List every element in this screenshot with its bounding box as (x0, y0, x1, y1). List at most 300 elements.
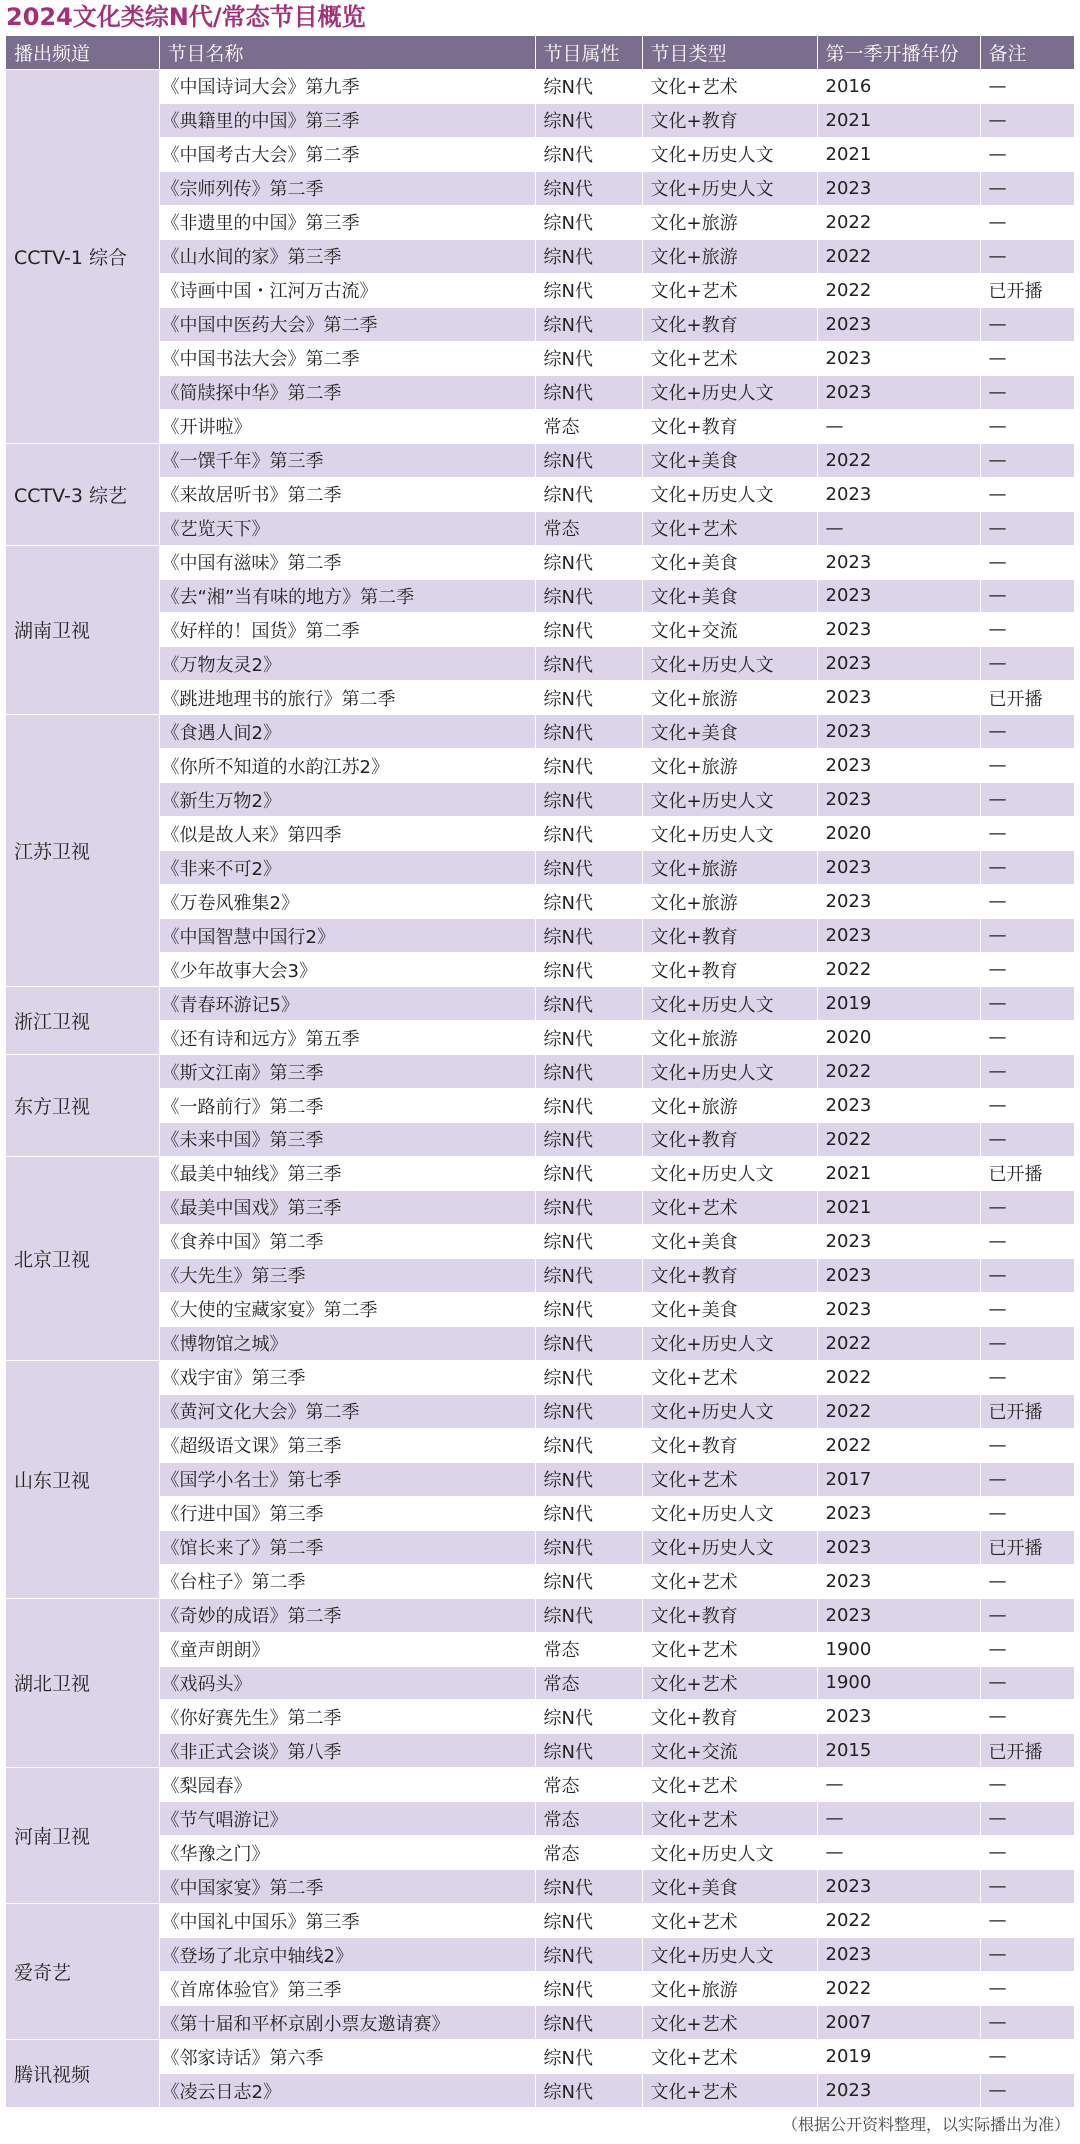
program-type: 文化+旅游 (642, 1972, 817, 2006)
program-name: 《馆长来了》第二季 (159, 1530, 535, 1564)
program-attribute: 综N代 (535, 1360, 642, 1394)
program-attribute: 常态 (535, 1802, 642, 1836)
first-season-year: 2022 (817, 953, 980, 987)
program-type: 文化+历史人文 (642, 783, 817, 817)
program-type: 文化+美食 (642, 545, 817, 579)
program-type: 文化+教育 (642, 919, 817, 953)
first-season-year: 2022 (817, 1394, 980, 1428)
note: — (980, 1768, 1074, 1802)
table-row (6, 749, 1074, 783)
program-name: 《典籍里的中国》第三季 (159, 103, 535, 137)
table-row (6, 1666, 1074, 1700)
first-season-year: 2022 (817, 273, 980, 307)
table-row (6, 1802, 1074, 1836)
program-attribute: 常态 (535, 1836, 642, 1870)
note: — (980, 1224, 1074, 1258)
table-row (6, 511, 1074, 545)
table-row (6, 2040, 1074, 2074)
note: — (980, 1428, 1074, 1462)
note: — (980, 137, 1074, 171)
table-row (6, 1326, 1074, 1360)
program-name: 《青春环游记5》 (159, 987, 535, 1021)
table-row (6, 341, 1074, 375)
first-season-year: 2023 (817, 783, 980, 817)
note: — (980, 817, 1074, 851)
program-name: 《你所不知道的水韵江苏2》 (159, 749, 535, 783)
note: — (980, 1360, 1074, 1394)
first-season-year: 1900 (817, 1666, 980, 1700)
note: — (980, 2074, 1074, 2108)
program-name: 《去“湘”当有味的地方》第二季 (159, 579, 535, 613)
table-row (6, 647, 1074, 681)
program-name: 《超级语文课》第三季 (159, 1428, 535, 1462)
first-season-year: 2023 (817, 1598, 980, 1632)
table-row (6, 1734, 1074, 1768)
program-attribute: 综N代 (535, 1700, 642, 1734)
program-name: 《一馔千年》第三季 (159, 443, 535, 477)
note: — (980, 69, 1074, 103)
program-type: 文化+美食 (642, 1224, 817, 1258)
page-title: 2024文化类综N代/常态节目概览 (6, 3, 366, 31)
program-name: 《黄河文化大会》第二季 (159, 1394, 535, 1428)
program-attribute: 综N代 (535, 2074, 642, 2108)
program-name: 《简牍探中华》第二季 (159, 375, 535, 409)
program-attribute: 综N代 (535, 307, 642, 341)
first-season-year: 2022 (817, 1055, 980, 1089)
first-season-year: 2023 (817, 1530, 980, 1564)
program-attribute: 综N代 (535, 1156, 642, 1190)
table-row (6, 1836, 1074, 1870)
table-row (6, 375, 1074, 409)
note: — (980, 749, 1074, 783)
header-attribute: 节目属性 (535, 36, 642, 69)
table-row (6, 1938, 1074, 1972)
table-row (6, 1156, 1074, 1190)
program-name: 《非来不可2》 (159, 851, 535, 885)
channel-cell: 北京卫视 (6, 1156, 159, 1360)
note: — (980, 1496, 1074, 1530)
program-name: 《中国智慧中国行2》 (159, 919, 535, 953)
note: — (980, 2006, 1074, 2040)
note: — (980, 613, 1074, 647)
note: — (980, 1462, 1074, 1496)
program-attribute: 综N代 (535, 273, 642, 307)
note: — (980, 171, 1074, 205)
note: — (980, 579, 1074, 613)
note: 已开播 (980, 1734, 1074, 1768)
program-attribute: 综N代 (535, 1089, 642, 1123)
table-row (6, 885, 1074, 919)
program-name: 《台柱子》第二季 (159, 1564, 535, 1598)
first-season-year: 2023 (817, 545, 980, 579)
header-note: 备注 (980, 36, 1074, 69)
program-name: 《大使的宝藏家宴》第二季 (159, 1292, 535, 1326)
program-attribute: 综N代 (535, 239, 642, 273)
first-season-year: 2023 (817, 1700, 980, 1734)
program-attribute: 综N代 (535, 341, 642, 375)
program-attribute: 综N代 (535, 1870, 642, 1904)
program-type: 文化+艺术 (642, 1360, 817, 1394)
program-type: 文化+历史人文 (642, 137, 817, 171)
note: 已开播 (980, 1156, 1074, 1190)
table-row (6, 239, 1074, 273)
program-type: 文化+旅游 (642, 681, 817, 715)
first-season-year: 2016 (817, 69, 980, 103)
program-attribute: 综N代 (535, 647, 642, 681)
program-type: 文化+历史人文 (642, 817, 817, 851)
program-attribute: 综N代 (535, 749, 642, 783)
first-season-year: 2023 (817, 375, 980, 409)
table-row (6, 1123, 1074, 1157)
first-season-year: 2021 (817, 1190, 980, 1224)
table-row (6, 273, 1074, 307)
program-attribute: 综N代 (535, 987, 642, 1021)
program-name: 《少年故事大会3》 (159, 953, 535, 987)
note: — (980, 919, 1074, 953)
program-name: 《来故居听书》第二季 (159, 477, 535, 511)
program-attribute: 综N代 (535, 1258, 642, 1292)
table-row (6, 409, 1074, 443)
program-attribute: 综N代 (535, 443, 642, 477)
program-type: 文化+教育 (642, 103, 817, 137)
table-row (6, 2074, 1074, 2108)
program-attribute: 综N代 (535, 1904, 642, 1938)
first-season-year: 2023 (817, 477, 980, 511)
channel-cell: 山东卫视 (6, 1360, 159, 1598)
program-attribute: 综N代 (535, 885, 642, 919)
program-attribute: 综N代 (535, 171, 642, 205)
first-season-year: — (817, 1802, 980, 1836)
program-type: 文化+教育 (642, 409, 817, 443)
table-row (6, 817, 1074, 851)
program-name: 《跳进地理书的旅行》第二季 (159, 681, 535, 715)
note: 已开播 (980, 1530, 1074, 1564)
program-name: 《华豫之门》 (159, 1836, 535, 1870)
program-type: 文化+美食 (642, 579, 817, 613)
program-attribute: 综N代 (535, 783, 642, 817)
program-attribute: 综N代 (535, 1224, 642, 1258)
program-name: 《宗师列传》第二季 (159, 171, 535, 205)
program-name: 《开讲啦》 (159, 409, 535, 443)
first-season-year: 2022 (817, 205, 980, 239)
table-row (6, 1055, 1074, 1089)
program-type: 文化+艺术 (642, 511, 817, 545)
table-row (6, 1394, 1074, 1428)
first-season-year: 2023 (817, 307, 980, 341)
first-season-year: 2021 (817, 1156, 980, 1190)
first-season-year: 2023 (817, 1224, 980, 1258)
table-row (6, 1530, 1074, 1564)
program-type: 文化+历史人文 (642, 171, 817, 205)
channel-cell: 腾讯视频 (6, 2040, 159, 2108)
table-row (6, 681, 1074, 715)
table-row (6, 715, 1074, 749)
program-name: 《凌云日志2》 (159, 2074, 535, 2108)
program-name: 《节气唱游记》 (159, 1802, 535, 1836)
program-attribute: 综N代 (535, 851, 642, 885)
note: — (980, 341, 1074, 375)
first-season-year: — (817, 511, 980, 545)
note: — (980, 511, 1074, 545)
first-season-year: 2023 (817, 1292, 980, 1326)
first-season-year: 2022 (817, 443, 980, 477)
program-attribute: 综N代 (535, 1021, 642, 1055)
source-footnote: （根据公开资料整理，以实际播出为准） (781, 2115, 1070, 2134)
program-type: 文化+旅游 (642, 851, 817, 885)
note: — (980, 783, 1074, 817)
note: — (980, 409, 1074, 443)
first-season-year: 2022 (817, 1972, 980, 2006)
program-type: 文化+教育 (642, 1123, 817, 1157)
program-name: 《艺览天下》 (159, 511, 535, 545)
note: — (980, 1972, 1074, 2006)
program-name: 《中国考古大会》第二季 (159, 137, 535, 171)
first-season-year: 2022 (817, 1904, 980, 1938)
note: — (980, 1836, 1074, 1870)
program-name: 《新生万物2》 (159, 783, 535, 817)
note: — (980, 1089, 1074, 1123)
note: — (980, 1190, 1074, 1224)
channel-cell: 湖南卫视 (6, 545, 159, 715)
program-attribute: 综N代 (535, 1394, 642, 1428)
program-name: 《好样的！国货》第二季 (159, 613, 535, 647)
program-type: 文化+交流 (642, 613, 817, 647)
channel-cell: 江苏卫视 (6, 715, 159, 987)
program-type: 文化+教育 (642, 307, 817, 341)
program-attribute: 综N代 (535, 1972, 642, 2006)
header-first-season-year: 第一季开播年份 (817, 36, 980, 69)
first-season-year: 2020 (817, 817, 980, 851)
program-attribute: 综N代 (535, 69, 642, 103)
table-row (6, 953, 1074, 987)
program-type: 文化+教育 (642, 1598, 817, 1632)
first-season-year: 2017 (817, 1462, 980, 1496)
program-name: 《大先生》第三季 (159, 1258, 535, 1292)
program-attribute: 常态 (535, 1666, 642, 1700)
program-name: 《梨园春》 (159, 1768, 535, 1802)
program-attribute: 综N代 (535, 1428, 642, 1462)
program-attribute: 综N代 (535, 2006, 642, 2040)
channel-cell: 浙江卫视 (6, 987, 159, 1055)
program-name: 《国学小名士》第七季 (159, 1462, 535, 1496)
program-type: 文化+旅游 (642, 1021, 817, 1055)
note: — (980, 307, 1074, 341)
first-season-year: 2023 (817, 171, 980, 205)
program-attribute: 综N代 (535, 1564, 642, 1598)
table-row (6, 1089, 1074, 1123)
table-row (6, 919, 1074, 953)
first-season-year: 2021 (817, 103, 980, 137)
header-row (6, 36, 1074, 69)
program-name: 《诗画中国・江河万古流》 (159, 273, 535, 307)
channel-cell: 河南卫视 (6, 1768, 159, 1904)
first-season-year: 2023 (817, 681, 980, 715)
program-type: 文化+艺术 (642, 1768, 817, 1802)
first-season-year: 2023 (817, 1258, 980, 1292)
program-attribute: 综N代 (535, 1530, 642, 1564)
program-name: 《最美中国戏》第三季 (159, 1190, 535, 1224)
note: — (980, 851, 1074, 885)
program-attribute: 常态 (535, 409, 642, 443)
program-name: 《你好赛先生》第二季 (159, 1700, 535, 1734)
table-row (6, 1598, 1074, 1632)
program-attribute: 综N代 (535, 579, 642, 613)
note: — (980, 953, 1074, 987)
header-program-name: 节目名称 (159, 36, 535, 69)
program-type: 文化+旅游 (642, 1089, 817, 1123)
program-name: 《奇妙的成语》第二季 (159, 1598, 535, 1632)
note: — (980, 1598, 1074, 1632)
programs-table (6, 36, 1075, 2108)
note: — (980, 477, 1074, 511)
first-season-year: 2023 (817, 613, 980, 647)
first-season-year: 2023 (817, 1870, 980, 1904)
note: — (980, 205, 1074, 239)
program-attribute: 综N代 (535, 1938, 642, 1972)
note: — (980, 715, 1074, 749)
program-attribute: 综N代 (535, 375, 642, 409)
table-row (6, 1258, 1074, 1292)
first-season-year: 2023 (817, 1496, 980, 1530)
program-name: 《食遇人间2》 (159, 715, 535, 749)
program-attribute: 综N代 (535, 103, 642, 137)
program-type: 文化+历史人文 (642, 477, 817, 511)
first-season-year: 2021 (817, 137, 980, 171)
program-attribute: 综N代 (535, 1496, 642, 1530)
program-attribute: 综N代 (535, 1190, 642, 1224)
program-name: 《童声朗朗》 (159, 1632, 535, 1666)
program-type: 文化+艺术 (642, 1802, 817, 1836)
table-row (6, 1904, 1074, 1938)
program-type: 文化+历史人文 (642, 1938, 817, 1972)
program-name: 《中国礼中国乐》第三季 (159, 1904, 535, 1938)
table-row (6, 171, 1074, 205)
program-attribute: 综N代 (535, 205, 642, 239)
header-type: 节目类型 (642, 36, 817, 69)
program-type: 文化+历史人文 (642, 647, 817, 681)
note: — (980, 1870, 1074, 1904)
program-type: 文化+艺术 (642, 2040, 817, 2074)
program-name: 《非正式会谈》第八季 (159, 1734, 535, 1768)
note: 已开播 (980, 273, 1074, 307)
first-season-year: 2020 (817, 1021, 980, 1055)
first-season-year: 2023 (817, 1564, 980, 1598)
first-season-year: 2023 (817, 885, 980, 919)
first-season-year: 2023 (817, 1089, 980, 1123)
note: — (980, 545, 1074, 579)
first-season-year: 2023 (817, 851, 980, 885)
note: — (980, 1326, 1074, 1360)
program-type: 文化+历史人文 (642, 987, 817, 1021)
table-body (6, 69, 1074, 2107)
note: — (980, 1632, 1074, 1666)
program-attribute: 综N代 (535, 545, 642, 579)
table-row (6, 1021, 1074, 1055)
first-season-year: 2022 (817, 239, 980, 273)
table-row (6, 2006, 1074, 2040)
note: — (980, 1700, 1074, 1734)
program-attribute: 综N代 (535, 1462, 642, 1496)
program-type: 文化+历史人文 (642, 1530, 817, 1564)
first-season-year: 2007 (817, 2006, 980, 2040)
program-type: 文化+旅游 (642, 205, 817, 239)
first-season-year: 2023 (817, 749, 980, 783)
program-attribute: 综N代 (535, 919, 642, 953)
program-name: 《斯文江南》第三季 (159, 1055, 535, 1089)
program-name: 《邻家诗话》第六季 (159, 2040, 535, 2074)
program-type: 文化+美食 (642, 715, 817, 749)
program-type: 文化+历史人文 (642, 1156, 817, 1190)
first-season-year: — (817, 409, 980, 443)
program-type: 文化+艺术 (642, 2074, 817, 2108)
program-name: 《戏码头》 (159, 1666, 535, 1700)
program-name: 《戏宇宙》第三季 (159, 1360, 535, 1394)
table-row (6, 1496, 1074, 1530)
program-attribute: 综N代 (535, 137, 642, 171)
table-row (6, 137, 1074, 171)
program-type: 文化+历史人文 (642, 1394, 817, 1428)
program-name: 《登场了北京中轴线2》 (159, 1938, 535, 1972)
first-season-year: 2022 (817, 1360, 980, 1394)
first-season-year: 1900 (817, 1632, 980, 1666)
program-attribute: 综N代 (535, 2040, 642, 2074)
program-type: 文化+教育 (642, 1428, 817, 1462)
program-name: 《中国有滋味》第二季 (159, 545, 535, 579)
program-name: 《万卷风雅集2》 (159, 885, 535, 919)
program-attribute: 综N代 (535, 1292, 642, 1326)
program-name: 《山水间的家》第三季 (159, 239, 535, 273)
program-attribute: 综N代 (535, 681, 642, 715)
program-attribute: 综N代 (535, 953, 642, 987)
program-attribute: 综N代 (535, 1123, 642, 1157)
table-row (6, 783, 1074, 817)
note: — (980, 1055, 1074, 1089)
channel-cell: 爱奇艺 (6, 1904, 159, 2040)
program-type: 文化+艺术 (642, 1462, 817, 1496)
table-row (6, 579, 1074, 613)
note: — (980, 885, 1074, 919)
note: — (980, 1292, 1074, 1326)
note: — (980, 1904, 1074, 1938)
program-name: 《行进中国》第三季 (159, 1496, 535, 1530)
program-type: 文化+美食 (642, 1870, 817, 1904)
table-row (6, 1768, 1074, 1802)
program-name: 《一路前行》第二季 (159, 1089, 535, 1123)
note: — (980, 239, 1074, 273)
first-season-year: 2023 (817, 341, 980, 375)
program-name: 《中国中医药大会》第二季 (159, 307, 535, 341)
program-type: 文化+艺术 (642, 1904, 817, 1938)
first-season-year: 2019 (817, 2040, 980, 2074)
program-attribute: 综N代 (535, 613, 642, 647)
program-type: 文化+艺术 (642, 1564, 817, 1598)
table-row (6, 1292, 1074, 1326)
program-attribute: 综N代 (535, 1734, 642, 1768)
note: — (980, 647, 1074, 681)
note: — (980, 1123, 1074, 1157)
channel-cell: 湖北卫视 (6, 1598, 159, 1768)
first-season-year: 2022 (817, 1123, 980, 1157)
program-attribute: 综N代 (535, 1598, 642, 1632)
program-type: 文化+教育 (642, 1700, 817, 1734)
program-type: 文化+历史人文 (642, 1326, 817, 1360)
first-season-year: — (817, 1836, 980, 1870)
program-name: 《未来中国》第三季 (159, 1123, 535, 1157)
note: — (980, 103, 1074, 137)
program-type: 文化+历史人文 (642, 375, 817, 409)
note: 已开播 (980, 1394, 1074, 1428)
first-season-year: 2023 (817, 2074, 980, 2108)
